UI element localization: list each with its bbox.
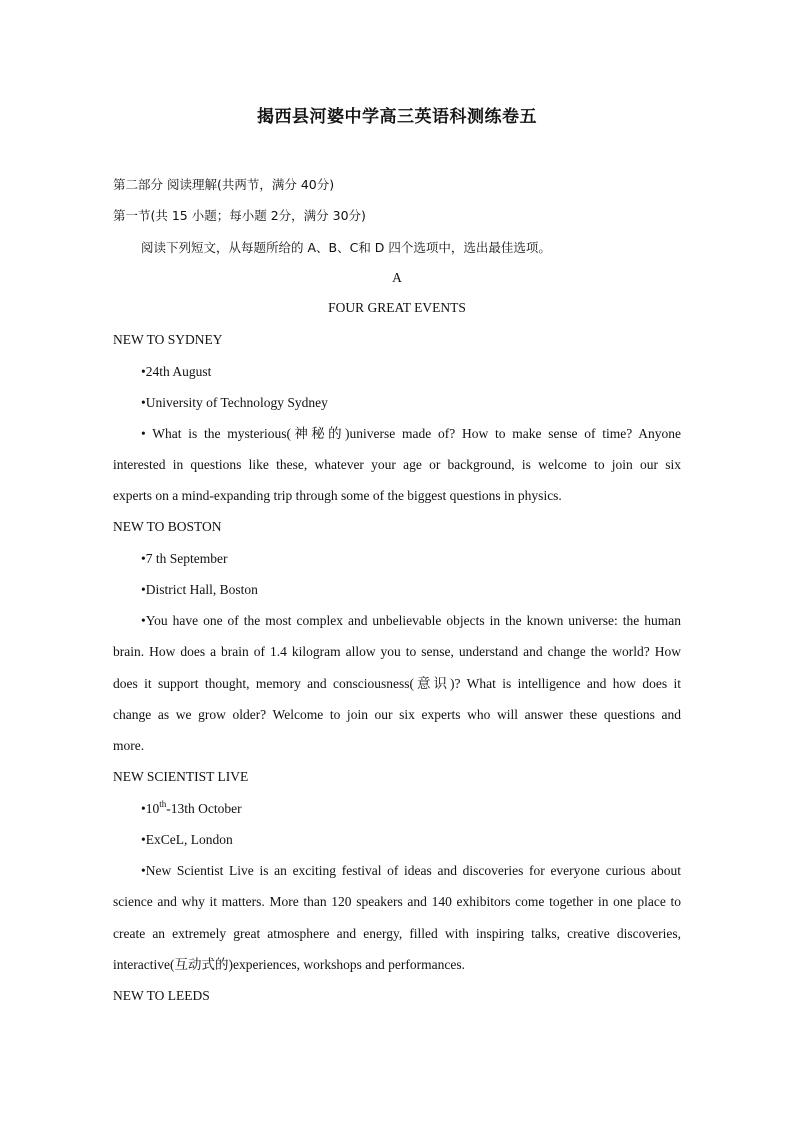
page-title: 揭西县河婆中学高三英语科测练卷五	[257, 107, 537, 127]
event-date	[141, 799, 681, 819]
event-date-suffix: -13th October	[166, 801, 242, 816]
section-heading: 第一节(共 15 小题；每小题 2分，满分 30分)	[113, 208, 366, 223]
event-description-line: more.	[113, 738, 145, 753]
event-description-line: science and why it matters. More than 120 speakers and 140 exhibitors come together in one place to	[113, 894, 681, 909]
part-heading: 第二部分 阅读理解(共两节，满分 40分)	[113, 177, 335, 192]
event-name: NEW TO LEEDS	[113, 988, 210, 1003]
event-name: NEW TO SYDNEY	[113, 332, 223, 347]
passage-letter: A	[392, 270, 402, 285]
event-description-line: •New Scientist Live is an exciting festival of ideas and discoveries for everyone curious about	[141, 863, 681, 878]
event-description-line: •You have one of the most complex and unbelievable objects in the known universe: the human	[141, 613, 681, 628]
event-description-line: interested in questions like these, whatever your age or background, is welcome to join our six	[113, 457, 681, 472]
event-description-line: does it support thought, memory and consciousness(意识)? What is intelligence and how does it	[113, 676, 681, 691]
event-description-line: • What is the mysterious(神秘的)universe made of? How to make sense of time? Anyone	[141, 426, 681, 441]
event-date: •24th August	[141, 364, 212, 379]
event-date-prefix: •10	[141, 801, 160, 816]
event-description-line: experts on a mind-expanding trip through some of the biggest questions in physics.	[113, 488, 562, 503]
event-name: NEW TO BOSTON	[113, 519, 222, 534]
instructions: 阅读下列短文，从每题所给的 A、B、C和 D 四个选项中，选出最佳选项。	[141, 240, 551, 255]
passage-title: FOUR GREAT EVENTS	[328, 300, 466, 315]
event-name: NEW SCIENTIST LIVE	[113, 769, 249, 784]
event-description-line: create an extremely great atmosphere and energy, filled with inspiring talks, creative discoveries,	[113, 926, 681, 941]
event-date-superscript: th	[159, 798, 167, 809]
event-description-line: brain. How does a brain of 1.4 kilogram allow you to sense, understand and change the world? How	[113, 644, 681, 659]
event-description-line: interactive(互动式的)experiences, workshops and performances.	[113, 957, 465, 972]
event-description-line: change as we grow older? Welcome to join our six experts who will answer these questions and	[113, 707, 681, 722]
event-venue: •District Hall, Boston	[141, 582, 258, 597]
event-venue: •University of Technology Sydney	[141, 395, 328, 410]
event-date: •7 th September	[141, 551, 228, 566]
event-venue: •ExCeL, London	[141, 832, 233, 847]
